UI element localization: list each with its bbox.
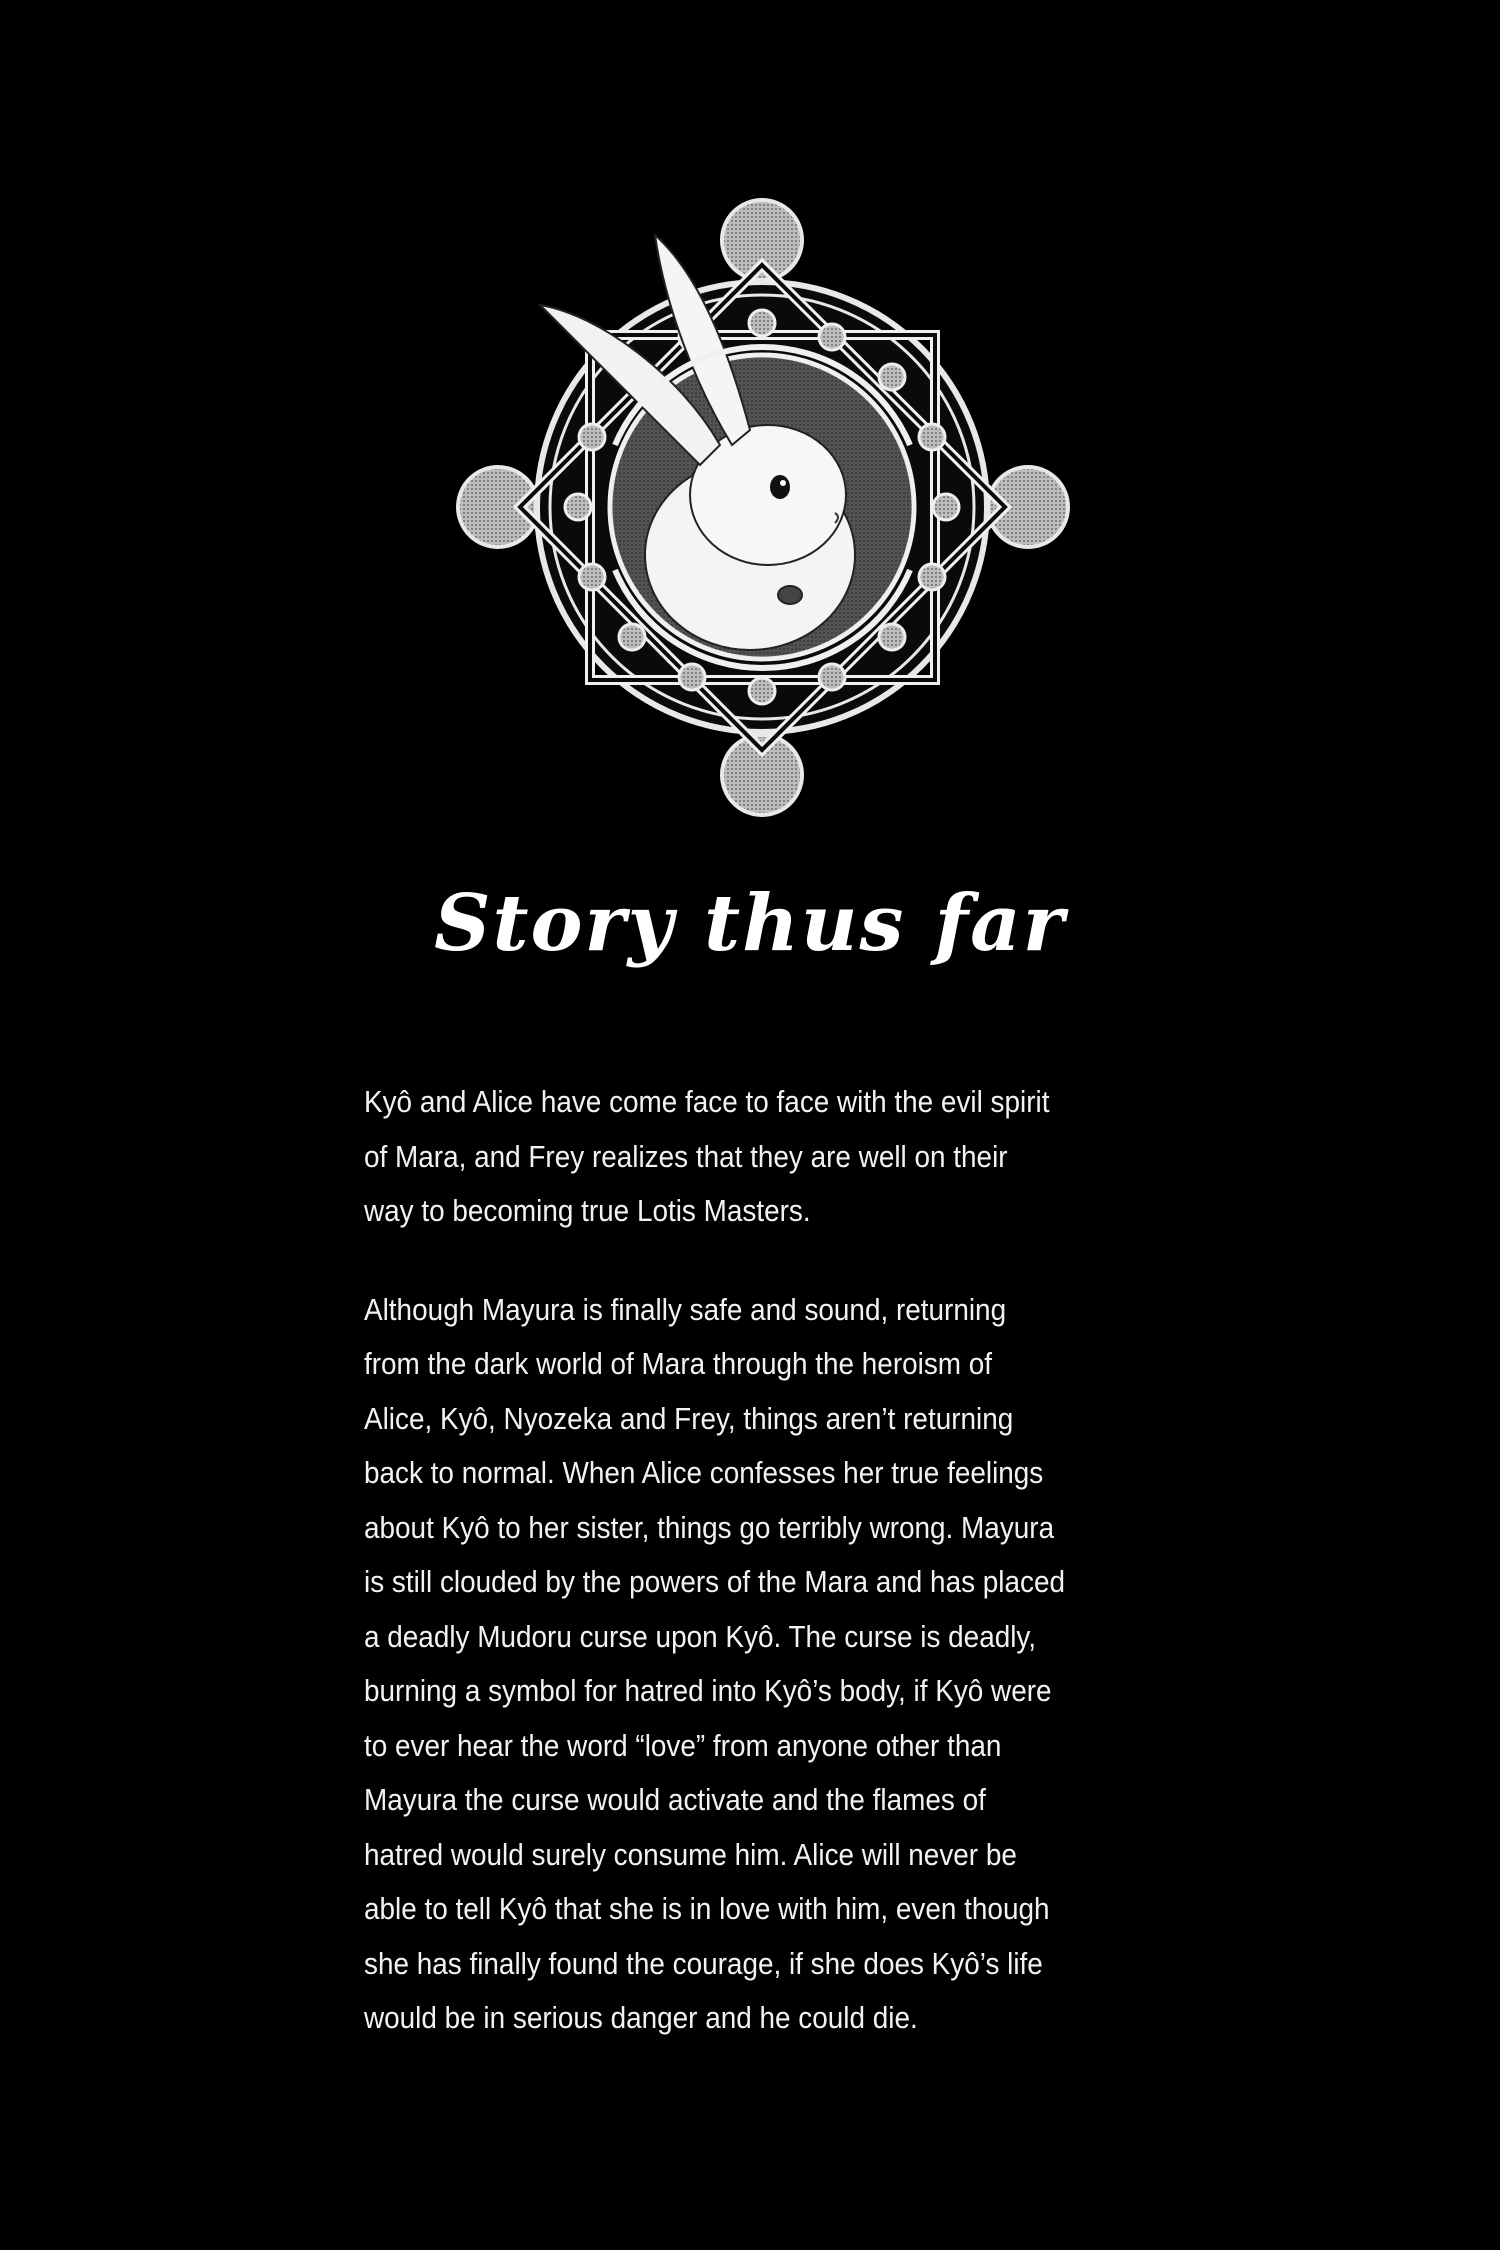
paragraph-2 xyxy=(364,1283,1164,2046)
text-line: burning a symbol for hatred into Kyô’s body, if Kyô were xyxy=(364,1673,1052,1708)
text-line: Although Mayura is finally safe and sound, returning xyxy=(364,1291,1007,1327)
text-line: able to tell Kyô that she is in love with him, even though xyxy=(364,1891,1050,1926)
story-summary xyxy=(364,1075,1164,2090)
text-line: Kyô and Alice have come face to face with the evil spirit xyxy=(364,1084,1050,1119)
text-line: from the dark world of Mara through the heroism of xyxy=(364,1346,993,1381)
text-line: would be in serious danger and he could die. xyxy=(364,2000,918,2035)
text-line: Alice, Kyô, Nyozeka and Frey, things aren’t returning xyxy=(364,1400,1014,1436)
text-line: a deadly Mudoru curse upon Kyô. The curse is deadly, xyxy=(364,1618,1037,1654)
text-line: she has finally found the courage, if she does Kyô’s life xyxy=(364,1945,1043,1981)
rabbit-emblem-icon xyxy=(450,195,1075,820)
text-line: is still clouded by the powers of the Mara and has placed xyxy=(364,1564,1066,1599)
text-line: Mayura the curse would activate and the flames of xyxy=(364,1782,986,1817)
text-line: way to becoming true Lotis Masters. xyxy=(364,1193,811,1228)
page-title: Story thus far xyxy=(434,878,1066,969)
text-line: of Mara, and Frey realizes that they are well on their xyxy=(364,1138,1008,1174)
paragraph-1 xyxy=(364,1075,1164,1239)
text-line: to ever hear the word “love” from anyone other than xyxy=(364,1727,1002,1763)
text-line: hatred would surely consume him. Alice will never be xyxy=(364,1836,1017,1872)
text-line: about Kyô to her sister, things go terribly wrong. Mayura xyxy=(364,1509,1055,1545)
text-line: back to normal. When Alice confesses her true feelings xyxy=(364,1455,1044,1490)
